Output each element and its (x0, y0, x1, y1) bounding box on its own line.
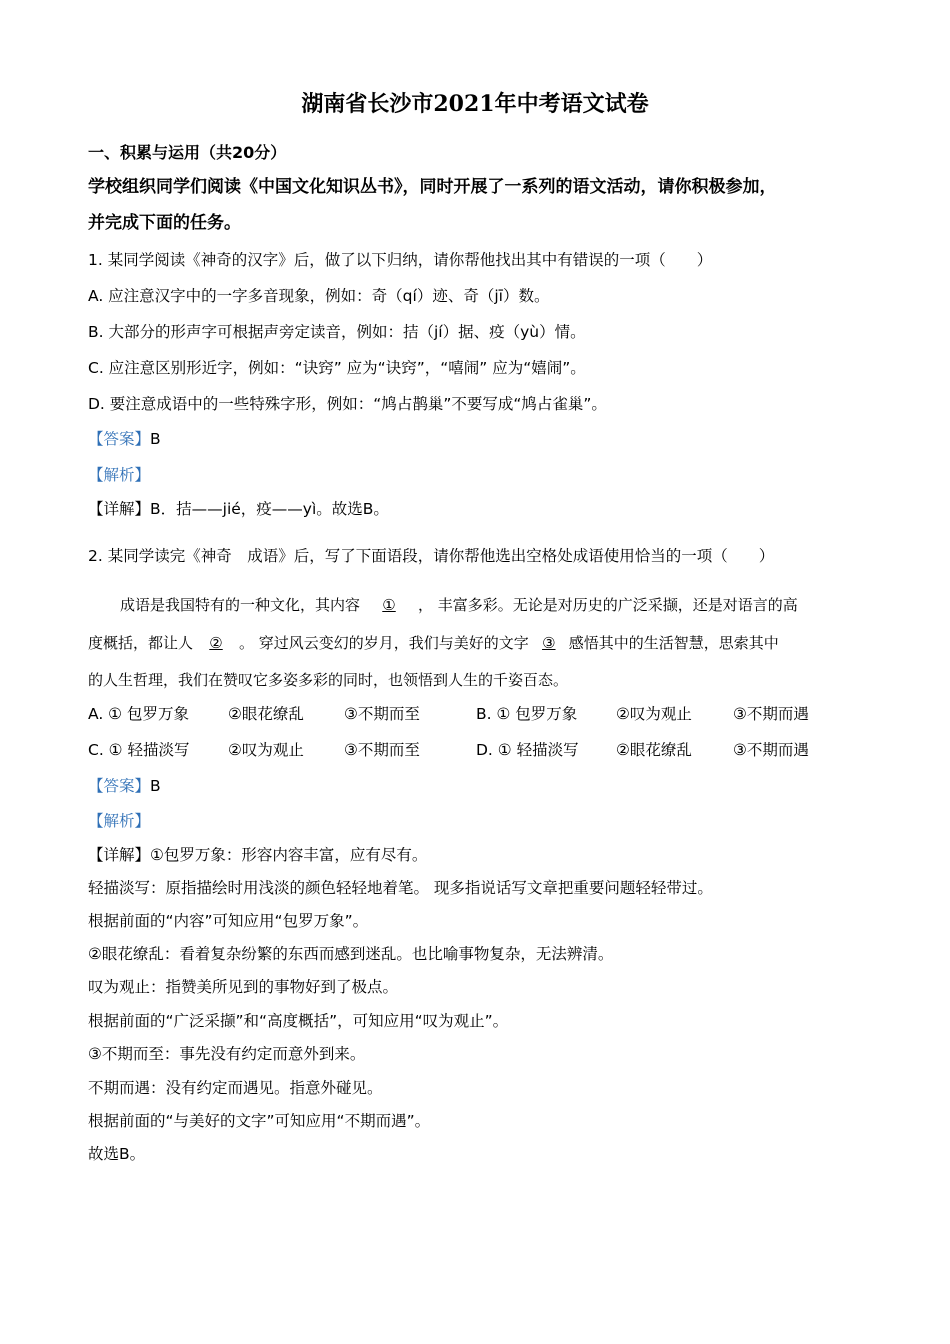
q1-detail: 【详解】B．拮——jié，疫——yì。故选B。 (88, 500, 389, 518)
explain-line: 叹为观止：指赞美所见到的事物好到了极点。 (88, 978, 399, 996)
answer-tag: 【答案】 (88, 777, 151, 795)
q2-option-b-1: B. ① 包罗万象 (476, 705, 578, 723)
q2-option-c-2: ②叹为观止 (228, 741, 304, 759)
explain-line: ②眼花缭乱：看着复杂纷繁的东西而感到迷乱。也比喻事物复杂，无法辨清。 (88, 945, 614, 963)
q1-option-c: C. 应注意区别形近字，例如：“诀窍” 应为“诀窍”，“嘻闹” 应为“嬉闹”。 (88, 359, 586, 377)
q2-analysis-tag: 【解析】 (88, 812, 151, 830)
explain-line: 根据前面的“内容”可知应用“包罗万象”。 (88, 912, 369, 930)
intro-line-1: 学校组织同学们阅读《中国文化知识丛书》，同时开展了一系列的语文活动，请你积极参加， (88, 177, 777, 197)
q2-option-d-1: D. ① 轻描淡写 (476, 741, 579, 759)
section-heading: 一、积累与运用（共20分） (88, 143, 287, 162)
q2-passage-line-2 (88, 633, 779, 653)
blank-2: ② (209, 634, 223, 652)
passage-text: 感悟其中的生活智慧，思索其中 (568, 634, 779, 652)
blank-3: ③ (542, 634, 556, 652)
explain-line: 故选B。 (88, 1145, 146, 1163)
passage-text: 。 穿过风云变幻的岁月，我们与美好的文字 (239, 634, 529, 652)
q2-option-d-3: ③不期而遇 (733, 741, 809, 759)
explain-line: 轻描淡写：原指描绘时用浅淡的颜色轻轻地着笔。 现多指说话写文章把重要问题轻轻带过。 (88, 879, 713, 897)
q1-option-d: D. 要注意成语中的一些特殊字形，例如：“鸠占鹊巢”不要写成“鸠占雀巢”。 (88, 395, 607, 413)
passage-text: 度概括，都让人 (88, 634, 194, 652)
q1-option-a: A. 应注意汉字中的一字多音现象，例如：奇（qí）迹、奇（jī）数。 (88, 287, 550, 305)
explain-line: ③不期而至：事先没有约定而意外到来。 (88, 1045, 366, 1063)
q1-answer (88, 429, 161, 449)
intro-line-2: 并完成下面的任务。 (88, 213, 241, 233)
q1-analysis-tag: 【解析】 (88, 466, 151, 484)
explain-line: 根据前面的“广泛采撷”和“高度概括”，可知应用“叹为观止”。 (88, 1012, 509, 1030)
q2-option-b-2: ②叹为观止 (616, 705, 692, 723)
passage-text: 成语是我国特有的一种文化，其内容 (120, 596, 361, 614)
explain-line: 【详解】①包罗万象：形容内容丰富，应有尽有。 (88, 846, 428, 864)
explain-line: 不期而遇：没有约定而遇见。指意外碰见。 (88, 1079, 383, 1097)
q2-option-c-3: ③不期而至 (344, 741, 420, 759)
q2-stem: 2. 某同学读完《神奇 成语》后，写了下面语段，请你帮他选出空格处成语使用恰当的一项（ ） (88, 547, 775, 565)
q2-answer (88, 776, 161, 796)
blank-1: ① (382, 596, 396, 614)
passage-text: ， 丰富多彩。无论是对历史的广泛采撷，还是对语言的高 (418, 596, 798, 614)
q2-option-a-3: ③不期而至 (344, 705, 420, 723)
answer-value: B (150, 777, 161, 795)
page-title: 湖南省长沙市2021年中考语文试卷 (301, 91, 649, 117)
q2-option-b-3: ③不期而遇 (733, 705, 809, 723)
q1-stem: 1. 某同学阅读《神奇的汉字》后，做了以下归纳，请你帮他找出其中有错误的一项（ ） (88, 251, 713, 269)
q2-option-d-2: ②眼花缭乱 (616, 741, 692, 759)
q2-passage-line-1 (120, 595, 798, 615)
q1-option-b: B. 大部分的形声字可根据声旁定读音，例如：拮（jí）据、疫（yù）情。 (88, 323, 586, 341)
explain-line: 根据前面的“与美好的文字”可知应用“不期而遇”。 (88, 1112, 431, 1130)
q2-option-a-1: A. ① 包罗万象 (88, 705, 190, 723)
q2-passage-line-3: 的人生哲理，我们在赞叹它多姿多彩的同时，也领悟到人生的千姿百态。 (88, 671, 569, 689)
q2-option-a-2: ②眼花缭乱 (228, 705, 304, 723)
answer-tag: 【答案】 (88, 430, 151, 448)
q2-option-c-1: C. ① 轻描淡写 (88, 741, 190, 759)
answer-value: B (150, 430, 161, 448)
